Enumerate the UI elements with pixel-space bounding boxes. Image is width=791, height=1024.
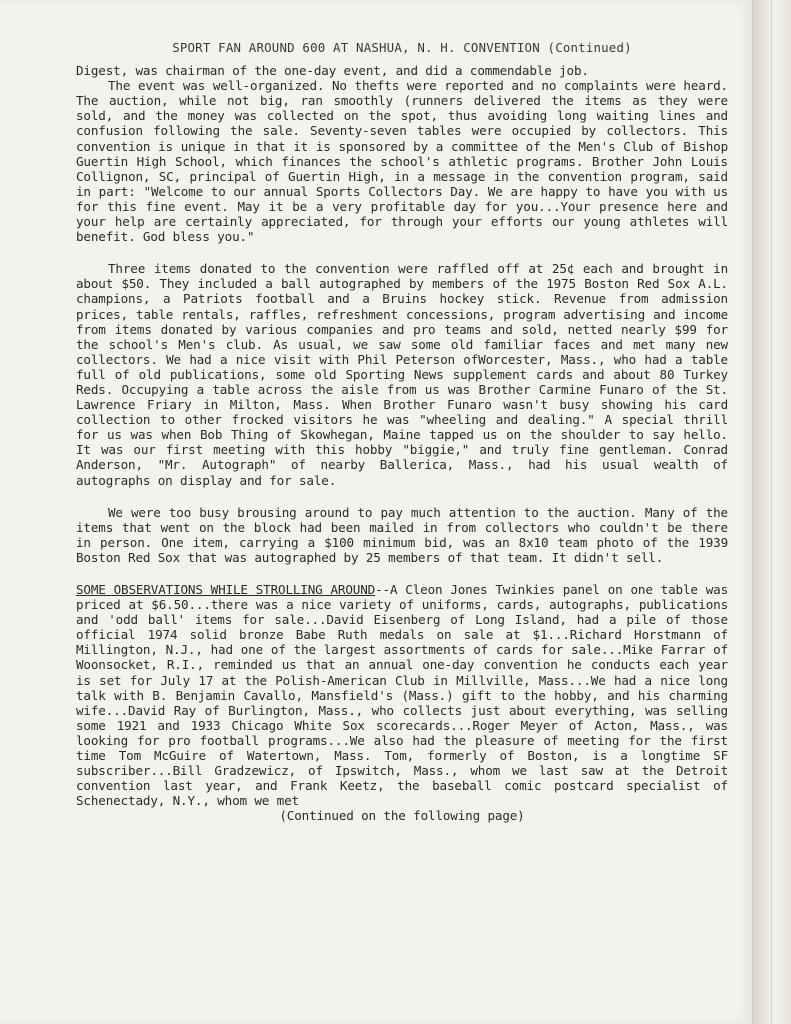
continued-note: (Continued on the following page): [279, 808, 525, 824]
paragraph-gap: [76, 565, 728, 582]
observations-heading: SOME OBSERVATIONS WHILE STROLLING AROUND: [76, 582, 376, 597]
paragraph-event-summary: The event was well-organized. No thefts were reported and no complaints were heard. The auction, while not big, ran smoothly (runners delivered the items as they were sold, and the money was collected on the spot, thus avoiding long waiting lines and confusion following the sale. Seventy-seven tables were occupied by collectors. This convention is unique in that it is sponsored by a committee of the Men's Club of Bishop Guertin High School, which finances the school's athletic programs. Brother John Louis Collignon, SC, principal of Guertin High, in a message in the convention program, said in part: "Welcome to our annual Sports Collectors Day. We are happy to have you with us for this fine event. May it be a very profitable day for you...Your presence here and your help are certainly appreciated, for through your efforts our young athletes will benefit. God bless you.": [76, 78, 728, 245]
paragraph-gap: [76, 244, 728, 261]
paragraph-gap: [76, 488, 728, 505]
page-header: SPORT FAN AROUND 600 AT NASHUA, N. H. CONVENTION (Continued): [172, 40, 632, 55]
observations-text: --A Cleon Jones Twinkies panel on one table was priced at $6.50...there was a nice variety of uniforms, cards, autographs, publications and 'odd ball' items for sale...David Eisenberg of Long Island, had a pile of those official 1974 solid bronze Babe Ruth medals on sale at $1...Richard Horstmann of Millington, N.J., had one of the largest assortments of cards for sale...Mike Farrar of Woonsocket, R.I., reminded us that an annual one-day convention he conducts each year is set for July 17 at the Polish-American Club in Millville, Mass...We had a nice long talk with B. Benjamin Cavallo, Mansfield's (Mass.) gift to the hobby, and his charming wife...David Ray of Burlington, Mass., who collects just about everything, was selling some 1921 and 1933 Chicago White Sox scorecards...Roger Meyer of Acton, Mass., was looking for pro football programs...We also had the pleasure of meeting for the first time Tom McGuire of Watertown, Mass. Tom, formerly of Boston, is a longtime SF subscriber...Bill Gradzewicz, of Ipswitch, Mass., whom we last saw at the Detroit convention last year, and Frank Keetz, the baseball comic postcard specialist of Schenectady, N.Y., whom we met: [76, 582, 728, 809]
paragraph-auction: We were too busy brousing around to pay much attention to the auction. Many of the items that went on the block had been mailed in from collectors who couldn't be there in person. One item, carrying a $100 minimum bid, was an 8x10 team photo of the 1939 Boston Red Sox that was autographed by 25 members of that team. It didn't sell.: [76, 504, 728, 565]
paragraph-observations: [76, 582, 728, 808]
paragraph-raffle: Three items donated to the convention were raffled off at 25¢ each and brought in about $50. They included a ball autographed by members of the 1975 Boston Red Sox A.L. champions, a Patriots football and a Bruins hockey stick. Revenue from admission prices, table rentals, raffles, refreshment concessions, program advertising and income from items donated by various companies and pro teams and sold, netted nearly $99 for the school's Men's club. As usual, we saw some old familiar faces and met many new collectors. We had a nice visit with Phil Peterson ofWorcester, Mass., who had a table full of old publications, some old Sporting News supplement cards and about 80 Turkey Reds. Occupying a table across the aisle from us was Brother Carmine Funaro of the St. Lawrence Friary in Milton, Mass. When Brother Funaro wasn't busy showing his card collection to other frocked visitors he was "wheeling and dealing." A special thrill for us was when Bob Thing of Skowhegan, Maine tapped us on the shoulder to say hello. It was our first meeting with this hobby "biggie," and truly fine gentleman. Conrad Anderson, "Mr. Autograph" of nearby Ballerica, Mass., had his usual wealth of autographs on display and for sale.: [76, 261, 728, 488]
next-page-edge: [752, 0, 791, 1024]
page-content: [76, 40, 728, 824]
paragraph-opening: Digest, was chairman of the one-day event, and did a commendable job.: [76, 63, 589, 79]
